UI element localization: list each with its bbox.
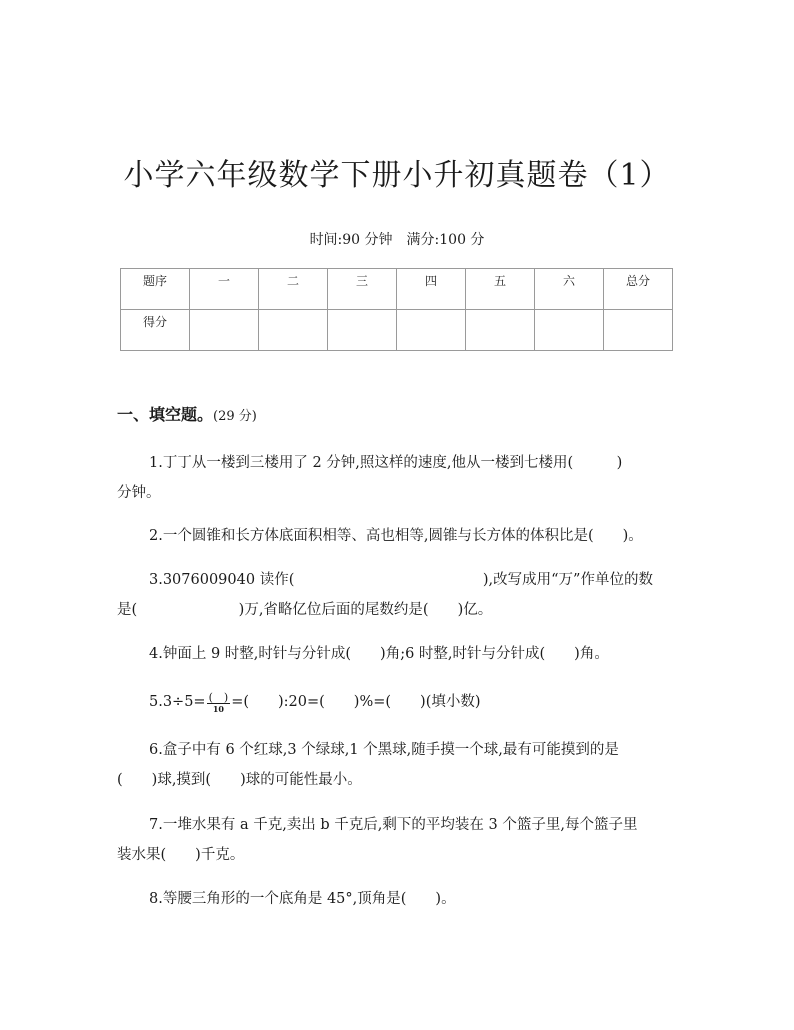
question-3	[117, 565, 687, 625]
score-table	[120, 268, 673, 351]
score-header-cell: 六	[535, 269, 604, 310]
score-header-cell: 一	[190, 269, 259, 310]
question-8	[117, 884, 687, 914]
question-text: 4.钟面上 9 时整,时针与分针成( )角;6 时整,时针与分针成( )角。	[149, 646, 609, 662]
score-cell[interactable]	[535, 310, 604, 351]
score-table-score-row	[121, 310, 673, 351]
score-cell[interactable]	[328, 310, 397, 351]
fraction-numerator: ( )	[208, 690, 229, 704]
question-text: 3.3076009040 读作( ),改写成用“万”作单位的数	[149, 572, 653, 588]
fraction	[207, 692, 231, 713]
question-4	[117, 639, 687, 669]
question-text: 分钟。	[117, 485, 161, 501]
question-5	[117, 687, 687, 717]
exam-time: 时间:90 分钟	[309, 232, 393, 248]
section-points: (29 分)	[213, 409, 257, 424]
score-table-header-row	[121, 269, 673, 310]
score-header-cell: 四	[397, 269, 466, 310]
exam-full-score: 满分:100 分	[406, 232, 485, 248]
question-7	[117, 810, 687, 870]
question-2	[117, 521, 687, 551]
question-text: 2.一个圆锥和长方体底面积相等、高也相等,圆锥与长方体的体积比是( )。	[149, 528, 643, 544]
score-cell[interactable]	[190, 310, 259, 351]
question-text-prefix: 5.3÷5=	[149, 694, 206, 710]
question-text: 8.等腰三角形的一个底角是 45°,顶角是( )。	[149, 891, 456, 907]
question-text: 6.盒子中有 6 个红球,3 个绿球,1 个黑球,随手摸一个球,最有可能摸到的是	[149, 742, 619, 758]
question-text: 1.丁丁从一楼到三楼用了 2 分钟,照这样的速度,他从一楼到七楼用( )	[149, 455, 623, 471]
score-header-cell: 五	[466, 269, 535, 310]
score-cell[interactable]	[466, 310, 535, 351]
page-title: 小学六年级数学下册小升初真题卷（1）	[123, 158, 671, 193]
score-header-cell: 三	[328, 269, 397, 310]
question-6	[117, 735, 687, 795]
fraction-denominator: 10	[212, 703, 224, 714]
score-header-cell: 二	[259, 269, 328, 310]
question-text-suffix: =( ):20=( )%=( )(填小数)	[231, 694, 481, 710]
section-title: 一、填空题。	[117, 405, 214, 424]
question-text: 装水果( )千克。	[117, 847, 245, 863]
score-header-cell: 题序	[121, 269, 190, 310]
score-cell[interactable]	[397, 310, 466, 351]
exam-meta	[0, 229, 794, 249]
question-text: 是( )万,省略亿位后面的尾数约是( )亿。	[117, 602, 493, 618]
question-1	[117, 448, 687, 508]
question-text: ( )球,摸到( )球的可能性最小。	[117, 772, 362, 788]
question-text: 7.一堆水果有 a 千克,卖出 b 千克后,剩下的平均装在 3 个篮子里,每个篮子里	[149, 817, 638, 833]
score-row-label: 得分	[121, 310, 190, 351]
score-cell[interactable]	[604, 310, 673, 351]
score-header-cell: 总分	[604, 269, 673, 310]
section-heading	[117, 402, 257, 425]
score-cell[interactable]	[259, 310, 328, 351]
